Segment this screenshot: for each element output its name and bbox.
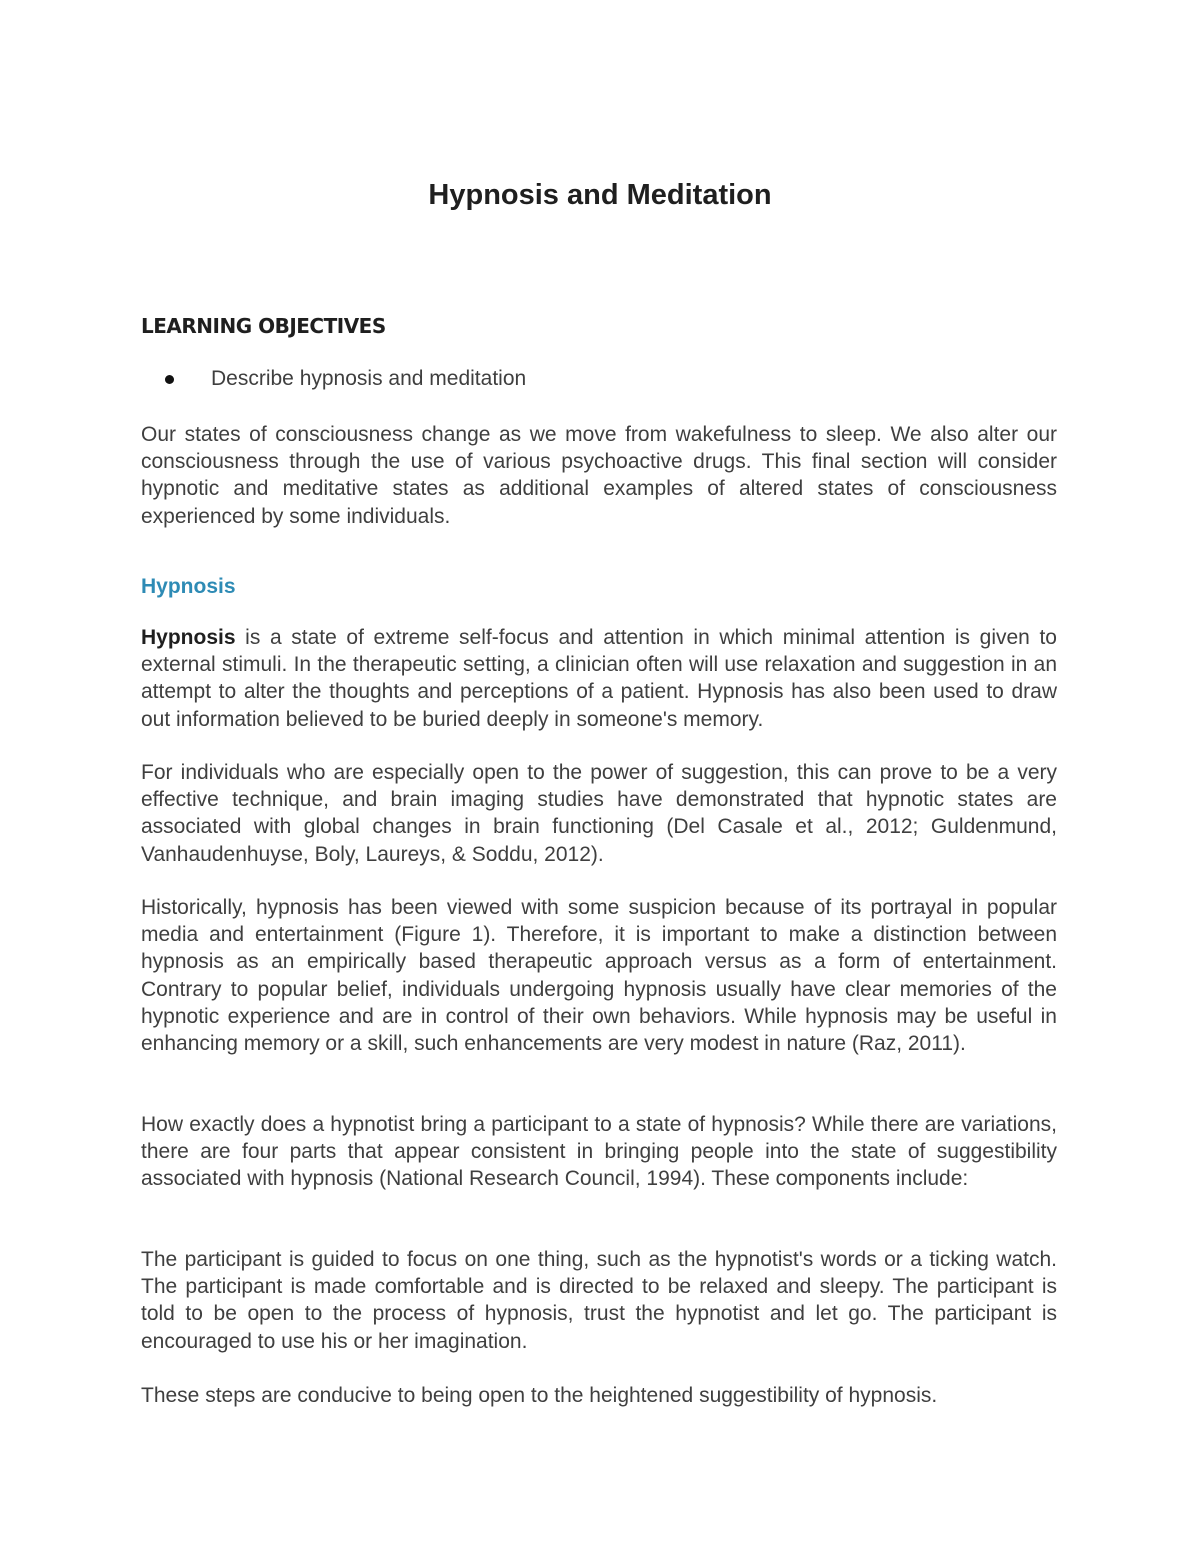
bullet-icon	[165, 375, 174, 384]
hypnosis-paragraph-1	[141, 624, 1057, 733]
hypnosis-paragraph-5: The participant is guided to focus on one thing, such as the hypnotist's words or a ticking watch. The participant is made comfortable and is directed to be relaxed and sleepy. The participant is told to be open to the process of hypnosis, trust the hypnotist and let go. The participant is encouraged to use his or her imagination.	[141, 1248, 1057, 1353]
learning-objectives-list	[141, 364, 526, 394]
list-item-label: Describe hypnosis and meditation	[211, 367, 527, 390]
hypnosis-paragraph-1-text: is a state of extreme self-focus and attention in which minimal attention is given to external stimuli. In the therapeutic setting, a clinician often will use relaxation and suggestion in an attempt to alter the thoughts and perceptions of a patient. Hypnosis has also been used to draw out information believed to be buried deeply in someone's memory.	[141, 626, 1057, 731]
hypnosis-paragraph-2: For individuals who are especially open to the power of suggestion, this can prove to be a very effective technique, and brain imaging studies have demonstrated that hypnotic states are associated with global changes in brain functioning (Del Casale et al., 2012; Guldenmund, Vanhaudenhuyse, Boly, Laureys, & Soddu, 2012).	[141, 761, 1057, 866]
hypnosis-paragraph-6: These steps are conducive to being open to the heightened suggestibility of hypnosis.	[141, 1384, 938, 1407]
hypnosis-term: Hypnosis	[141, 626, 236, 649]
hypnosis-paragraph-3: Historically, hypnosis has been viewed with some suspicion because of its portrayal in popular media and entertainment (Figure 1). Therefore, it is important to make a distinction between hypnosis as an empirically based therapeutic approach versus as a form of entertainment. Contrary to popular belief, individuals undergoing hypnosis usually have clear memories of the hypnotic experience and are in control of their own behaviors. While hypnosis may be useful in enhancing memory or a skill, such enhancements are very modest in nature (Raz, 2011).	[141, 896, 1057, 1056]
intro-paragraph: Our states of consciousness change as we move from wakefulness to sleep. We also alter our consciousness through the use of various psychoactive drugs. This final section will consider hypnotic and meditative states as additional examples of altered states of consciousness experienced by some individuals.	[141, 423, 1057, 528]
document-title: Hypnosis and Meditation	[428, 179, 772, 211]
list-item	[141, 364, 526, 394]
section-heading-hypnosis: Hypnosis	[141, 575, 236, 598]
hypnosis-paragraph-4: How exactly does a hypnotist bring a participant to a state of hypnosis? While there are variations, there are four parts that appear consistent in bringing people into the state of suggestibility associated with hypnosis (National Research Council, 1994). These components include:	[141, 1113, 1057, 1191]
learning-objectives-heading: LEARNING OBJECTIVES	[141, 314, 386, 338]
